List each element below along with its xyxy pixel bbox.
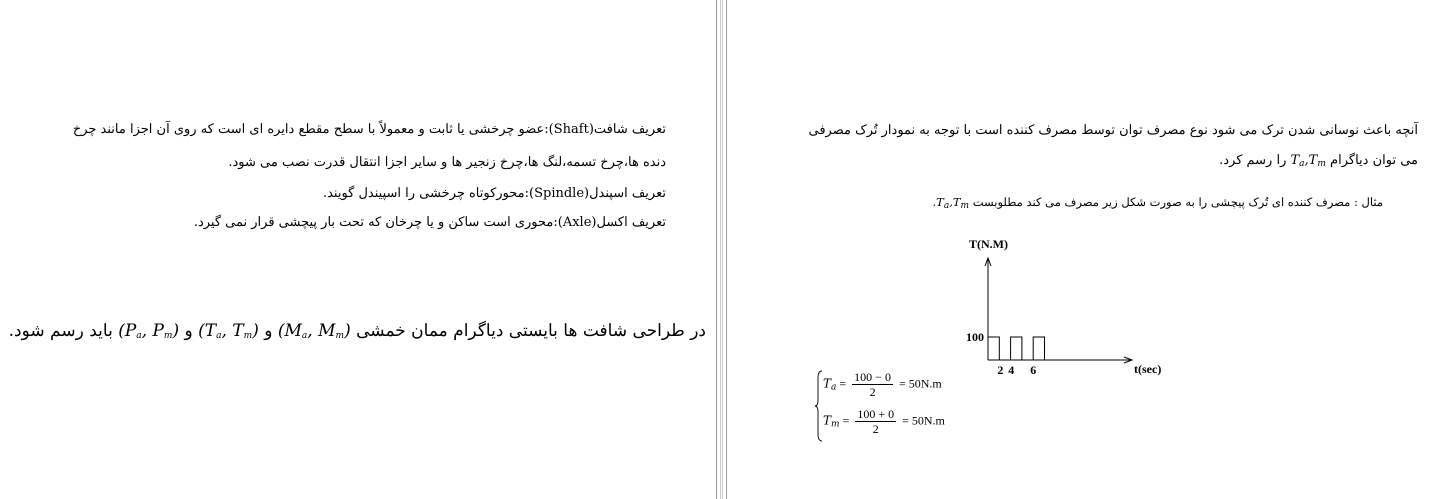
tm-rhs: = 50N.m xyxy=(902,413,945,428)
tm-lhs: T xyxy=(823,413,832,428)
shaft-definition-line1: تعریف شافت(Shaft):عضو چرخشی یا ثابت و معمولاً با سطح مقطع دایره ای است که روی آن اجزا مانند چرخ xyxy=(72,122,666,137)
x-tick-label: 6 xyxy=(1030,363,1037,377)
design-prefix: در طراحی شافت ها بایستی دیاگرام ممان خمشی xyxy=(356,321,706,341)
ta-sub: a xyxy=(831,382,837,393)
torque-chart xyxy=(940,232,1190,382)
torque-paragraph-line2 xyxy=(1219,153,1418,172)
design-statement xyxy=(9,320,706,347)
example-symbols: $T_a,T_m$ xyxy=(936,195,970,211)
ta-fraction xyxy=(852,370,893,399)
x-axis-label: t(sec) xyxy=(1134,362,1162,376)
shaft-definition-line2: دنده ها،چرخ تسمه،لنگ ها،چرخ زنجیر ها و سایر اجزا انتقال قدرت نصب می شود. xyxy=(228,155,666,170)
x-tick-label: 4 xyxy=(1008,363,1015,377)
ta-tm-symbols: $T_a,T_m$ xyxy=(1290,153,1326,169)
ta-numerator: 100 − 0 xyxy=(854,370,891,384)
tm-numerator: 100 + 0 xyxy=(857,407,895,421)
moment-symbols: ($M_a$, $M_m$) xyxy=(277,321,351,341)
torque-paragraph-line1: آنچه باعث نوسانی شدن ترک می شود نوع مصرف توان توسط مصرف کننده است با توجه به نمودار تُرک مصرفی xyxy=(808,123,1418,138)
y-axis-label: T(N.M) xyxy=(969,237,1008,251)
ta-denominator: 2 xyxy=(869,385,876,399)
x-tick-label: 2 xyxy=(997,363,1004,377)
axle-definition: تعریف اکسل(Axle):محوری است ساکن و یا چرخان که تحت بار پیچشی قرار نمی گیرد. xyxy=(193,215,666,230)
ta-rhs: = 50N.m xyxy=(898,376,942,391)
page-gutter xyxy=(716,0,727,499)
conj-2: و xyxy=(184,321,193,341)
para-line2-prefix: می توان دیاگرام xyxy=(1330,153,1418,168)
tm-equation: $T_m$ = $\frac{100 + 0}{2}$ = 50N.m xyxy=(823,407,945,436)
torque-series-line xyxy=(988,337,1056,360)
y-tick-label: 100 xyxy=(966,330,984,344)
design-suffix: باید رسم شود. xyxy=(8,321,113,341)
tm-fraction xyxy=(855,407,896,436)
left-page xyxy=(0,0,716,499)
ta-lhs: T xyxy=(823,376,832,391)
example-prefix: مثال : مصرف کننده ای تُرک پیچشی را به صورت شکل زیر مصرف می کند مطلوبست xyxy=(972,195,1383,209)
tm-sub: m xyxy=(831,419,840,430)
equation-brace xyxy=(815,370,823,442)
ta-equation: $T_a$ = $\frac{100 - 0}{2}$ = 50N.m xyxy=(823,370,942,399)
conj-1: و xyxy=(264,321,273,341)
example-statement: مثال : مصرف کننده ای تُرک پیچشی را به صورت شکل زیر مصرف می کند مطلوبست $T_a,T_m$. xyxy=(932,195,1383,211)
power-symbols: ($P_a$, $P_m$) xyxy=(118,321,180,341)
spindle-definition: تعریف اسپندل(Spindle):محورکوتاه چرخشی را اسپیندل گویند. xyxy=(322,186,666,201)
para-line2-suffix: را رسم کرد. xyxy=(1219,153,1287,168)
tm-denominator: 2 xyxy=(872,422,879,436)
torque-symbols: ($T_a$, $T_m$) xyxy=(198,321,259,341)
